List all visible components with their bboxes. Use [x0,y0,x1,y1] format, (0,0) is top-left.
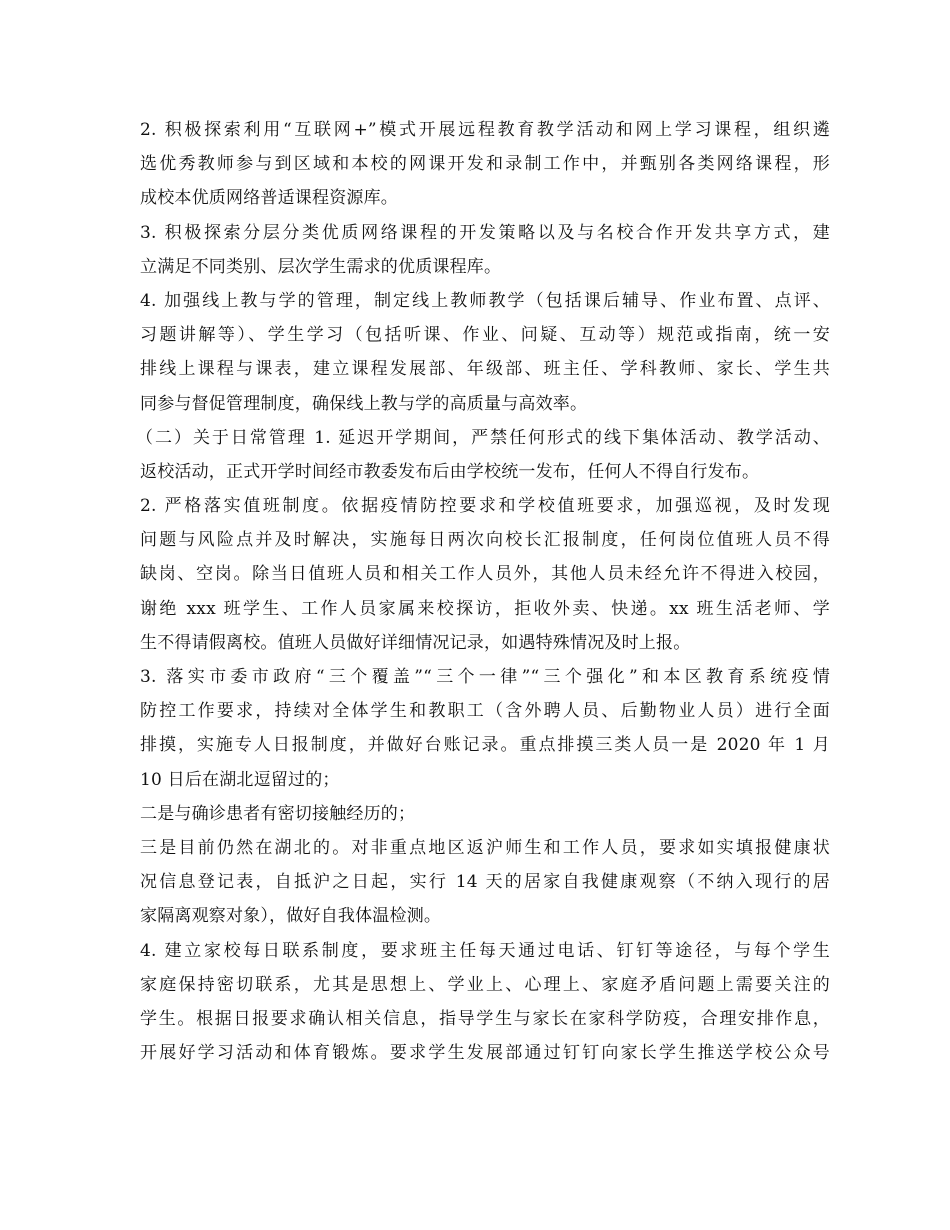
text-line: 缺岗、空岗。除当日值班人员和相关工作人员外，其他人员未经允许不得进入校园， [140,564,830,585]
text-line: 防控工作要求，持续对全体学生和教职工（含外聘人员、后勤物业人员）进行全面 [140,701,830,722]
text-line: 家庭保持密切联系，尤其是思想上、学业上、心理上、家庭矛盾问题上需要关注的 [140,974,830,995]
text-line: 二是与确诊患者有密切接触经历的； [140,803,416,824]
text-line: 4. 建立家校每日联系制度，要求班主任每天通过电话、钉钉等途径，与每个学生 [140,940,830,961]
text-line: 排摸，实施专人日报制度，并做好台账记录。重点排摸三类人员一是 2020 年 1 月 [140,735,830,756]
document-body [136,113,830,1070]
text-line: 开展好学习活动和体育锻炼。要求学生发展部通过钉钉向家长学生推送学校公众号 [140,1043,830,1064]
text-line: 成校本优质网络普适课程资源库。 [140,188,398,209]
text-line: 同参与督促管理制度，确保线上教与学的高质量与高效率。 [140,393,588,414]
text-line: 问题与风险点并及时解决，实施每日两次向校长汇报制度，任何岗位值班人员不得 [140,530,830,551]
text-line: 立满足不同类别、层次学生需求的优质课程库。 [140,256,502,277]
text-line: 3. 落实市委市政府“三个覆盖”“三个一律”“三个强化”和本区教育系统疫情 [140,667,830,687]
text-line: 选优秀教师参与到区域和本校的网课开发和录制工作中，并甄别各类网络课程，形 [140,154,830,175]
text-line: 习题讲解等）、学生学习（包括听课、作业、问疑、互动等）规范或指南，统一安 [140,325,830,346]
text-line: 2. 积极探索利用“互联网+”模式开展远程教育教学活动和网上学习课程，组织遴 [140,120,830,140]
text-line: 返校活动，正式开学时间经市教委发布后由学校统一发布，任何人不得自行发布。 [140,461,760,482]
text-line: 况信息登记表，自抵沪之日起，实行 14 天的居家自我健康观察（不纳入现行的居 [140,872,830,893]
text-line: 10 日后在湖北逗留过的； [140,769,340,790]
section-heading-line: （二）关于日常管理 1. 延迟开学期间，严禁任何形式的线下集体活动、教学活动、 [136,427,830,448]
text-line: 学生。根据日报要求确认相关信息，指导学生与家长在家科学防疫，合理安排作息， [140,1008,830,1029]
text-line: 4. 加强线上教与学的管理，制定线上教师教学（包括课后辅导、作业布置、点评、 [140,290,830,311]
text-line: 谢绝 xxx 班学生、工作人员家属来校探访，拒收外卖、快递。xx 班生活老师、学 [140,598,830,619]
text-line: 家隔离观察对象），做好自我体温检测。 [140,906,442,927]
text-line: 2. 严格落实值班制度。依据疫情防控要求和学校值班要求，加强巡视，及时发现 [140,496,830,517]
text-line: 3. 积极探索分层分类优质网络课程的开发策略以及与名校合作开发共享方式，建 [140,222,830,243]
text-line: 生不得请假离校。值班人员做好详细情况记录，如遇特殊情况及时上报。 [140,632,691,653]
text-line: 三是目前仍然在湖北的。对非重点地区返沪师生和工作人员，要求如实填报健康状 [140,837,830,858]
text-line: 排线上课程与课表，建立课程发展部、年级部、班主任、学科教师、家长、学生共 [140,359,830,380]
